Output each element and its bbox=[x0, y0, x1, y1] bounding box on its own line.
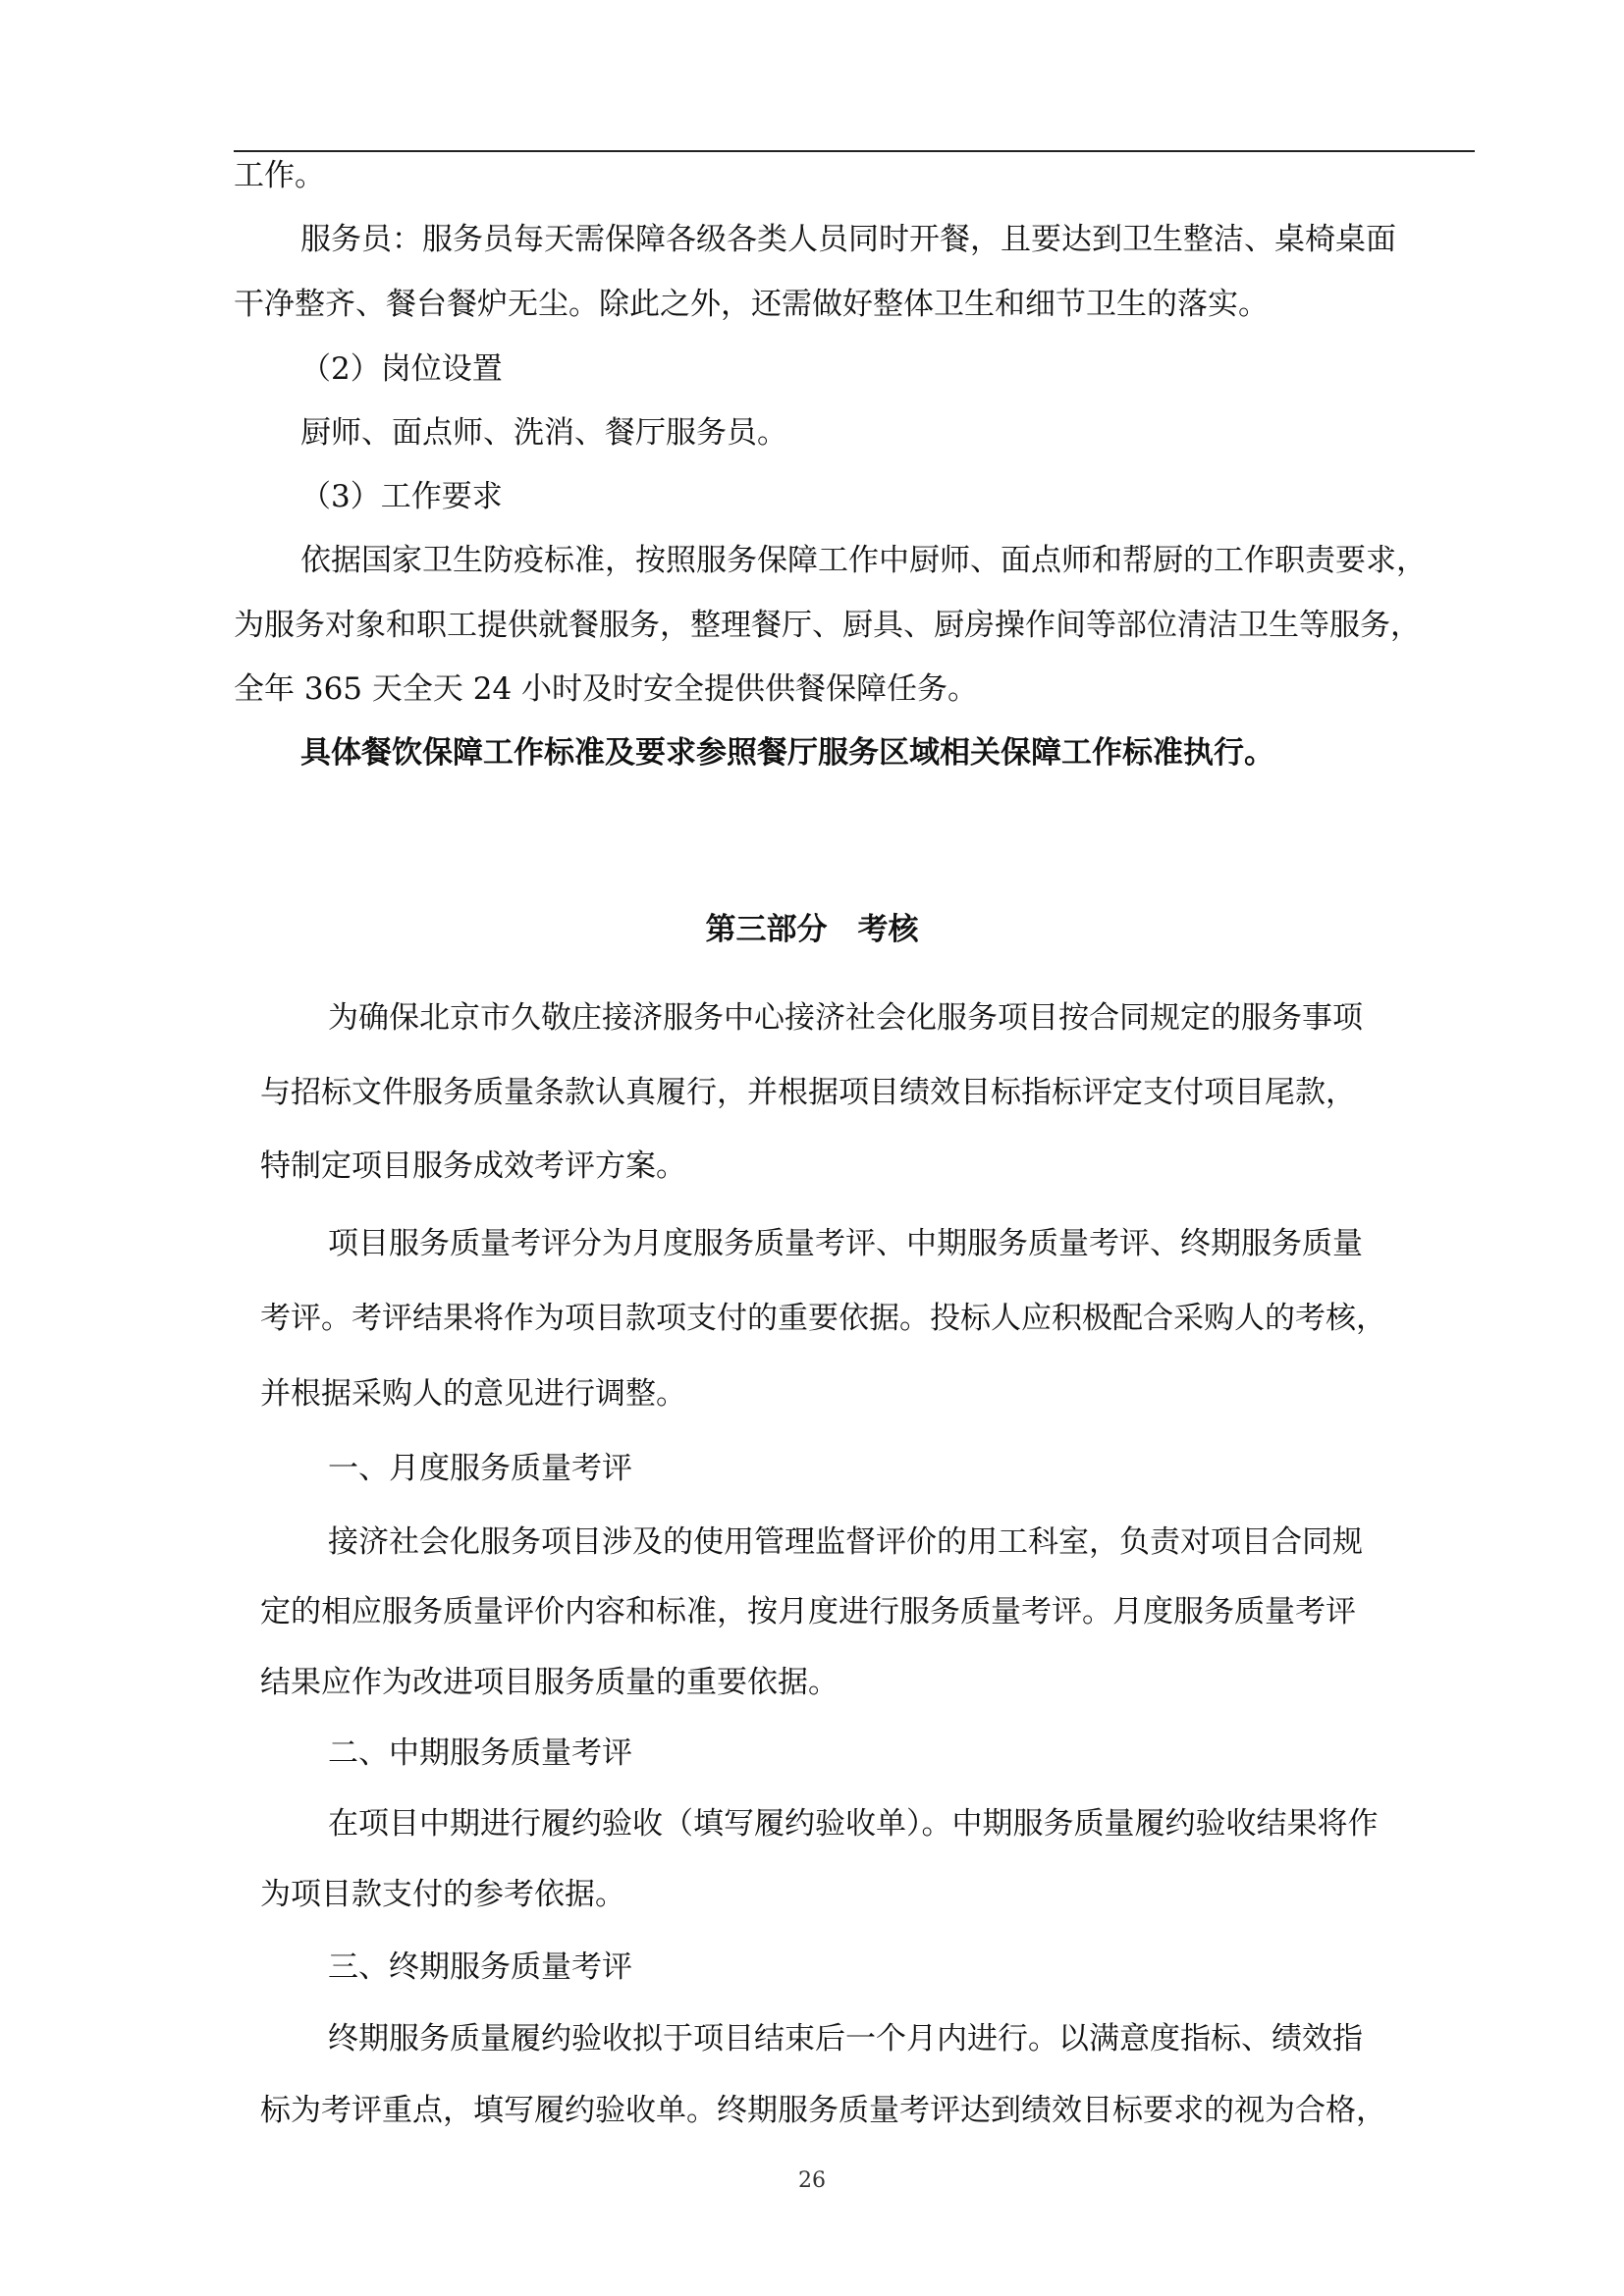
text-line: 标为考评重点，填写履约验收单。终期服务质量考评达到绩效目标要求的视为合格， bbox=[260, 2093, 1386, 2128]
text-line: 为项目款支付的参考依据。 bbox=[260, 1877, 625, 1912]
header-rule bbox=[234, 150, 1475, 152]
text-line: 依据国家卫生防疫标准，按照服务保障工作中厨师、面点师和帮厨的工作职责要求， bbox=[300, 543, 1427, 578]
section-title: 第三部分 考核 bbox=[705, 912, 919, 947]
text-line: 定的相应服务质量评价内容和标准，按月度进行服务质量考评。月度服务质量考评 bbox=[260, 1594, 1356, 1629]
text-line: 厨师、面点师、洗消、餐厅服务员。 bbox=[300, 415, 787, 451]
text-line: 考评。考评结果将作为项目款项支付的重要依据。投标人应积极配合采购人的考核， bbox=[260, 1301, 1386, 1336]
text-line: 服务员：服务员每天需保障各级各类人员同时开餐，且要达到卫生整洁、桌椅桌面 bbox=[300, 222, 1396, 257]
text-line: 全年 365 天全天 24 小时及时安全提供供餐保障任务。 bbox=[234, 671, 979, 707]
text-line: 工作。 bbox=[234, 158, 325, 193]
text-line: 在项目中期进行履约验收（填写履约验收单）。中期服务质量履约验收结果将作 bbox=[328, 1806, 1379, 1842]
text-line: 接济社会化服务项目涉及的使用管理监督评价的用工科室，负责对项目合同规 bbox=[328, 1524, 1363, 1560]
bold-note: 具体餐饮保障工作标准及要求参照餐厅服务区域相关保障工作标准执行。 bbox=[300, 735, 1274, 771]
subheading-midterm-review: 二、中期服务质量考评 bbox=[328, 1735, 632, 1771]
subheading-final-review: 三、终期服务质量考评 bbox=[328, 1949, 632, 1985]
text-line: 特制定项目服务成效考评方案。 bbox=[260, 1148, 686, 1184]
text-line: 并根据采购人的意见进行调整。 bbox=[260, 1376, 686, 1412]
text-line: 为确保北京市久敬庄接济服务中心接济社会化服务项目按合同规定的服务事项 bbox=[328, 1000, 1363, 1036]
text-line: 干净整齐、餐台餐炉无尘。除此之外，还需做好整体卫生和细节卫生的落实。 bbox=[234, 287, 1269, 322]
text-line: 为服务对象和职工提供就餐服务，整理餐厅、厨具、厨房操作间等部位清洁卫生等服务， bbox=[234, 608, 1421, 643]
text-line: 终期服务质量履约验收拟于项目结束后一个月内进行。以满意度指标、绩效指 bbox=[328, 2021, 1363, 2056]
text-line: 结果应作为改进项目服务质量的重要依据。 bbox=[260, 1665, 839, 1700]
text-line: 项目服务质量考评分为月度服务质量考评、中期服务质量考评、终期服务质量 bbox=[328, 1226, 1363, 1261]
subheading-work-requirements: （3）工作要求 bbox=[300, 479, 503, 514]
text-line: 与招标文件服务质量条款认真履行，并根据项目绩效目标指标评定支付项目尾款， bbox=[260, 1075, 1356, 1110]
subheading-post-setup: （2）岗位设置 bbox=[300, 351, 503, 387]
page-number: 26 bbox=[798, 2168, 826, 2193]
subheading-monthly-review: 一、月度服务质量考评 bbox=[328, 1451, 632, 1486]
